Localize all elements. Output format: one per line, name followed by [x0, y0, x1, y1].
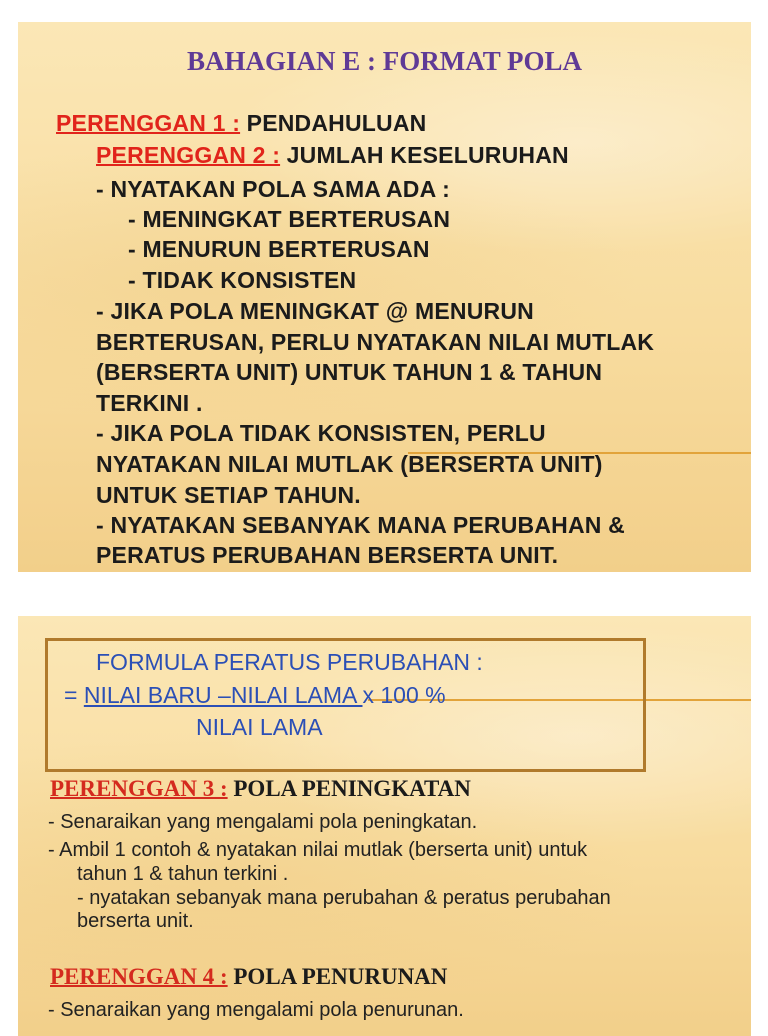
paragraph-4-label: PERENGGAN 4 :: [50, 964, 228, 989]
list-item: - MENINGKAT BERTERUSAN: [128, 206, 451, 232]
list-item: TERKINI .: [96, 390, 203, 416]
formula-equals: =: [64, 682, 84, 708]
paragraph-1-label: PERENGGAN 1 :: [56, 110, 241, 136]
list-item: (BERSERTA UNIT) UNTUK TAHUN 1 & TAHUN: [96, 359, 603, 385]
list-item: - NYATAKAN POLA SAMA ADA :: [96, 176, 451, 202]
paragraph-1-text: PENDAHULUAN: [240, 110, 427, 136]
formula-numerator: NILAI BARU –NILAI LAMA: [83, 682, 363, 708]
formula-denominator: NILAI LAMA: [196, 714, 323, 740]
paragraph-4-text: POLA PENURUNAN: [227, 964, 448, 989]
slide-title: BAHAGIAN E : FORMAT POLA: [186, 46, 582, 76]
paragraph-2-label: PERENGGAN 2 :: [96, 142, 281, 168]
paragraph-2-text: JUMLAH KESELURUHAN: [280, 142, 569, 168]
paragraph-3-text: POLA PENINGKATAN: [227, 776, 471, 801]
list-item: BERTERUSAN, PERLU NYATAKAN NILAI MUTLAK: [96, 329, 655, 355]
list-item: NYATAKAN NILAI MUTLAK (BERSERTA UNIT): [96, 451, 603, 477]
list-item: - Senaraikan yang mengalami pola penurunan.: [48, 999, 464, 1021]
list-item: - JIKA POLA MENINGKAT @ MENURUN: [96, 298, 534, 324]
list-item: tahun 1 & tahun terkini .: [77, 863, 289, 885]
paragraph-2-heading: [96, 140, 569, 171]
list-item: - Senaraikan yang mengalami pola peningkatan.: [48, 811, 478, 833]
slide-2: [18, 616, 751, 1036]
paragraph-3-heading: [50, 776, 471, 802]
formula-multiplier: x 100 %: [362, 682, 446, 708]
list-item: - NYATAKAN SEBANYAK MANA PERUBAHAN &: [96, 512, 625, 538]
formula-title: FORMULA PERATUS PERUBAHAN :: [96, 649, 483, 675]
list-item: - nyatakan sebanyak mana perubahan & peratus perubahan: [77, 887, 611, 909]
list-item: - TIDAK KONSISTEN: [128, 267, 357, 293]
list-item: berserta unit.: [77, 910, 194, 932]
paragraph-4-heading: [50, 964, 447, 990]
list-item: - JIKA POLA TIDAK KONSISTEN, PERLU: [96, 420, 546, 446]
formula-equation: [64, 682, 446, 709]
paragraph-1-heading: [56, 108, 426, 139]
list-item: UNTUK SETIAP TAHUN.: [96, 482, 361, 508]
list-item: - MENURUN BERTERUSAN: [128, 236, 430, 262]
paragraph-3-label: PERENGGAN 3 :: [50, 776, 228, 801]
list-item: - Ambil 1 contoh & nyatakan nilai mutlak (berserta unit) untuk: [48, 839, 588, 861]
slide-1: [18, 22, 751, 572]
list-item: PERATUS PERUBAHAN BERSERTA UNIT.: [96, 542, 559, 568]
